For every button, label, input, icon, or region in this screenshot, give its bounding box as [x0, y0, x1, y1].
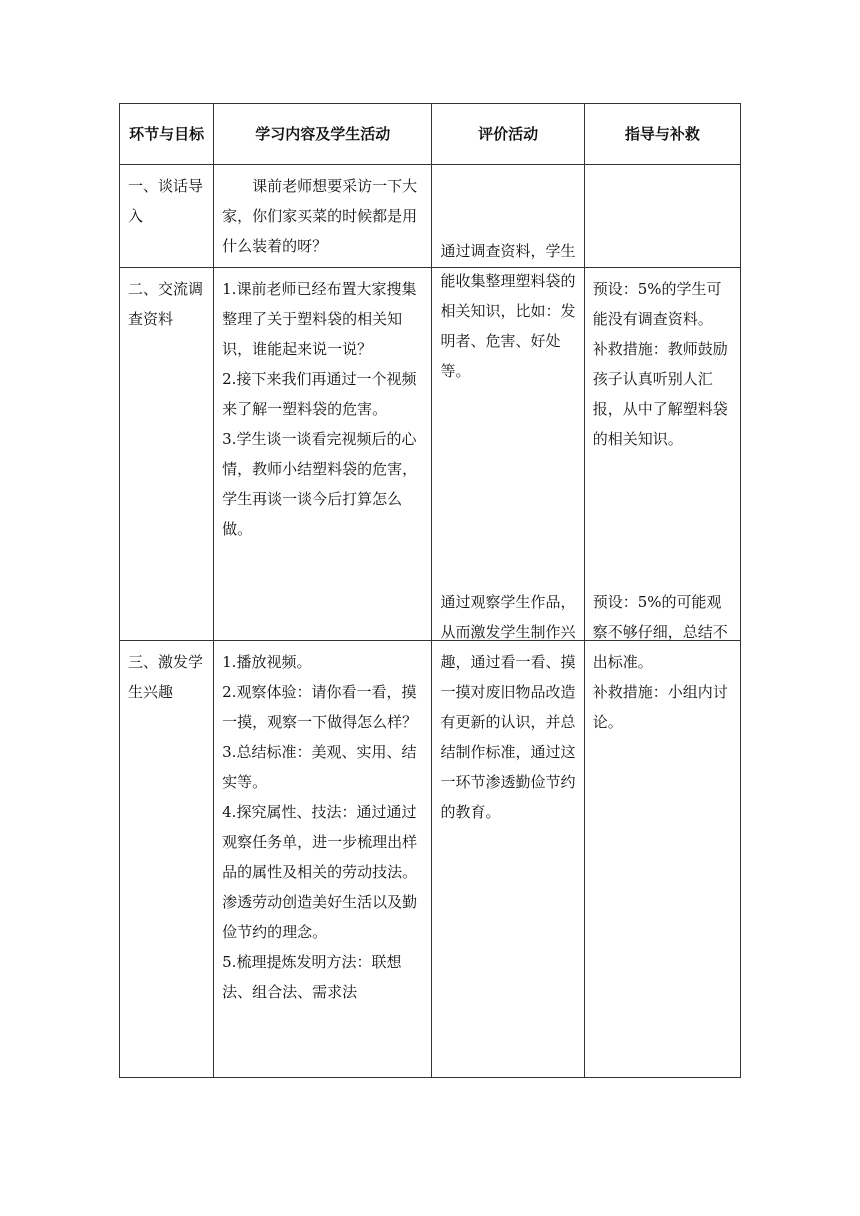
- guidance-item: 预设：5%的学生可能没有调查资料。: [592, 280, 722, 328]
- stage-cell: 三、激发学生兴趣: [120, 641, 214, 1078]
- activities-cell: [214, 641, 432, 1078]
- table-row: [120, 268, 741, 641]
- header-evaluation: 评价活动: [432, 104, 584, 165]
- evaluation-cell: [432, 242, 584, 641]
- activity-item: 4.探究属性、技法：通过通过观察任务单，进一步梳理出样品的属性及相关的劳动技法。渗透劳动创造美好生活以及勤俭节约的理念。: [222, 803, 418, 941]
- activity-item: 3.总结标准：美观、实用、结实等。: [222, 743, 417, 791]
- guidance-item: 补救措施：小组内讨论。: [592, 683, 728, 731]
- header-guidance: 指导与补救: [584, 104, 740, 165]
- activities-cell: [214, 165, 432, 268]
- lesson-plan-table: [119, 103, 741, 1078]
- activity-item: 2.接下来我们再通过一个视频来了解一塑料袋的危害。: [222, 370, 417, 418]
- header-row: [120, 104, 741, 165]
- activity-item: 1.课前老师已经布置大家搜集整理了关于塑料袋的相关知识，谁能起来说一说？: [222, 280, 417, 358]
- activity-item: 2.观察体验：请你看一看，摸一摸，观察一下做得怎么样？: [222, 683, 418, 731]
- header-activities: 学习内容及学生活动: [214, 104, 432, 165]
- table-row: [120, 165, 741, 268]
- activity-item: 5.梳理提炼发明方法：联想法、组合法、需求法: [222, 953, 402, 1001]
- guidance-cell: [584, 593, 740, 1078]
- evaluation-text: 通过观察学生作品，从而激发学生制作兴趣，通过看一看、摸一摸对废旧物品改造有更新的认识，并总结制作标准，通过这一环节渗透勤俭节约的教育。: [440, 593, 576, 821]
- activity-item: 3.学生谈一谈看完视频后的心情，教师小结塑料袋的危害，学生再谈一谈今后打算怎么做。: [222, 430, 418, 538]
- stage-cell: 一、谈话导入: [120, 165, 214, 268]
- guidance-cell: [584, 165, 740, 268]
- guidance-cell: [584, 268, 740, 641]
- evaluation-cell: [432, 593, 584, 1078]
- activity-item: 1.播放视频。: [222, 653, 312, 671]
- header-stage: 环节与目标: [120, 104, 214, 165]
- guidance-item: 预设：5%的可能观察不够仔细，总结不出标准。: [592, 593, 728, 671]
- guidance-item: 补救措施：教师鼓励孩子认真听别人汇报，从中了解塑料袋的相关知识。: [592, 340, 728, 448]
- activities-cell: [214, 268, 432, 641]
- table-row: [120, 641, 741, 1078]
- activity-item: 课前老师想要采访一下大家，你们家买菜的时候都是用什么装着的呀？: [222, 177, 418, 255]
- stage-cell: 二、交流调查资料: [120, 268, 214, 641]
- evaluation-text: 通过调查资料，学生能收集整理塑料袋的相关知识，比如：发明者、危害、好处等。: [440, 242, 576, 380]
